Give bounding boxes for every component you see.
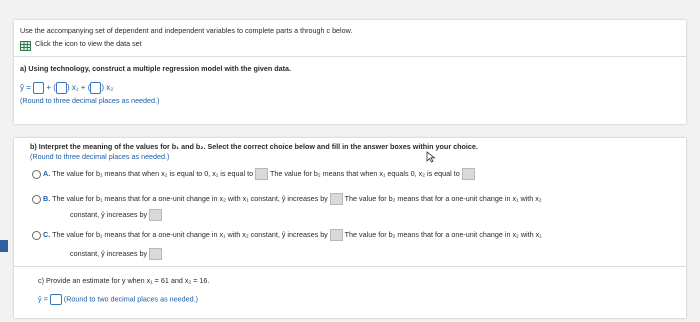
choice-c-b2-input[interactable] bbox=[149, 248, 162, 260]
choice-c-text-line2: constant, ŷ increases by bbox=[70, 248, 148, 258]
choice-a[interactable] bbox=[32, 168, 475, 180]
divider bbox=[14, 266, 686, 267]
plus-sign: + bbox=[46, 83, 52, 93]
yhat-label: ŷ = bbox=[38, 294, 48, 304]
choice-c[interactable] bbox=[32, 229, 542, 241]
instruction-text: Use the accompanying set of dependent and independent variables to complete parts a through c below. bbox=[20, 26, 353, 35]
choice-c-text-b1: The value for b₁ means that for a one-unit change in x₁ with x₂ constant, ŷ increases by bbox=[52, 229, 328, 239]
choice-b-b1-input[interactable] bbox=[330, 193, 343, 205]
intercept-input[interactable] bbox=[33, 82, 44, 94]
part-c-question: c) Provide an estimate for y when x₁ = 61 and x₂ = 16. bbox=[38, 276, 210, 285]
part-a-question: a) Using technology, construct a multiple regression model with the given data. bbox=[20, 64, 292, 73]
rounding-note: (Round to three decimal places as needed.) bbox=[20, 96, 160, 105]
x1-variable: x₁ bbox=[71, 83, 79, 93]
choice-a-radio[interactable] bbox=[32, 170, 41, 179]
b1-input[interactable] bbox=[56, 82, 67, 94]
b2-input[interactable] bbox=[90, 82, 101, 94]
part-c-answer-row bbox=[38, 294, 198, 305]
part-b-question: b) Interpret the meaning of the values for b₁ and b₂. Select the correct choice below and fill in the answer boxes within your choice. bbox=[30, 142, 478, 151]
choice-a-text-b2: The value for b₂ means that when x₁ equals 0, x₂ is equal to bbox=[269, 168, 460, 178]
choice-b-text-b1: The value for b₁ means that for a one-unit change in x₂ with x₁ constant, ŷ increases by bbox=[52, 193, 328, 203]
data-table-icon[interactable] bbox=[20, 38, 31, 56]
choice-c-text-b2: The value for b₂ means that for a one-unit change in x₂ with x₁ bbox=[344, 229, 542, 239]
choice-c-letter: C. bbox=[43, 229, 51, 239]
choice-c-b1-input[interactable] bbox=[330, 229, 343, 241]
background-window-edge bbox=[0, 240, 8, 252]
choice-c-radio[interactable] bbox=[32, 231, 41, 240]
choice-a-text-b1: The value for b₁ means that when x₂ is equal to 0, x₁ is equal to bbox=[52, 168, 254, 178]
choice-b-letter: B. bbox=[43, 193, 51, 203]
choice-b[interactable] bbox=[32, 193, 542, 205]
regression-equation: ŷ = + ( ) x₁ + ( ) x₂ bbox=[20, 83, 114, 93]
choice-c-line2 bbox=[70, 248, 162, 260]
choice-b-text-b2: The value for b₂ means that for a one-unit change in x₁ with x₂ bbox=[344, 193, 542, 203]
estimate-input[interactable] bbox=[50, 294, 62, 305]
rounding-note: (Round to three decimal places as needed.) bbox=[30, 152, 170, 161]
divider bbox=[14, 56, 686, 57]
choice-b-text-line2: constant, ŷ increases by bbox=[70, 209, 148, 219]
question-card-part-a bbox=[14, 20, 686, 124]
equals-sign: = bbox=[26, 83, 31, 93]
plus-sign: + bbox=[80, 83, 86, 93]
x2-variable: x₂ bbox=[106, 83, 114, 93]
choice-b-line2 bbox=[70, 209, 162, 221]
question-card-part-b bbox=[14, 138, 686, 318]
choice-b-b2-input[interactable] bbox=[149, 209, 162, 221]
cursor-icon bbox=[426, 150, 436, 168]
data-set-link[interactable]: Click the icon to view the data set bbox=[35, 39, 142, 48]
rounding-note: (Round to two decimal places as needed.) bbox=[63, 294, 199, 304]
choice-a-b1-input[interactable] bbox=[255, 168, 268, 180]
choice-a-b2-input[interactable] bbox=[462, 168, 475, 180]
choice-a-letter: A. bbox=[43, 168, 51, 178]
yhat-symbol: ŷ bbox=[20, 83, 24, 93]
choice-b-radio[interactable] bbox=[32, 195, 41, 204]
